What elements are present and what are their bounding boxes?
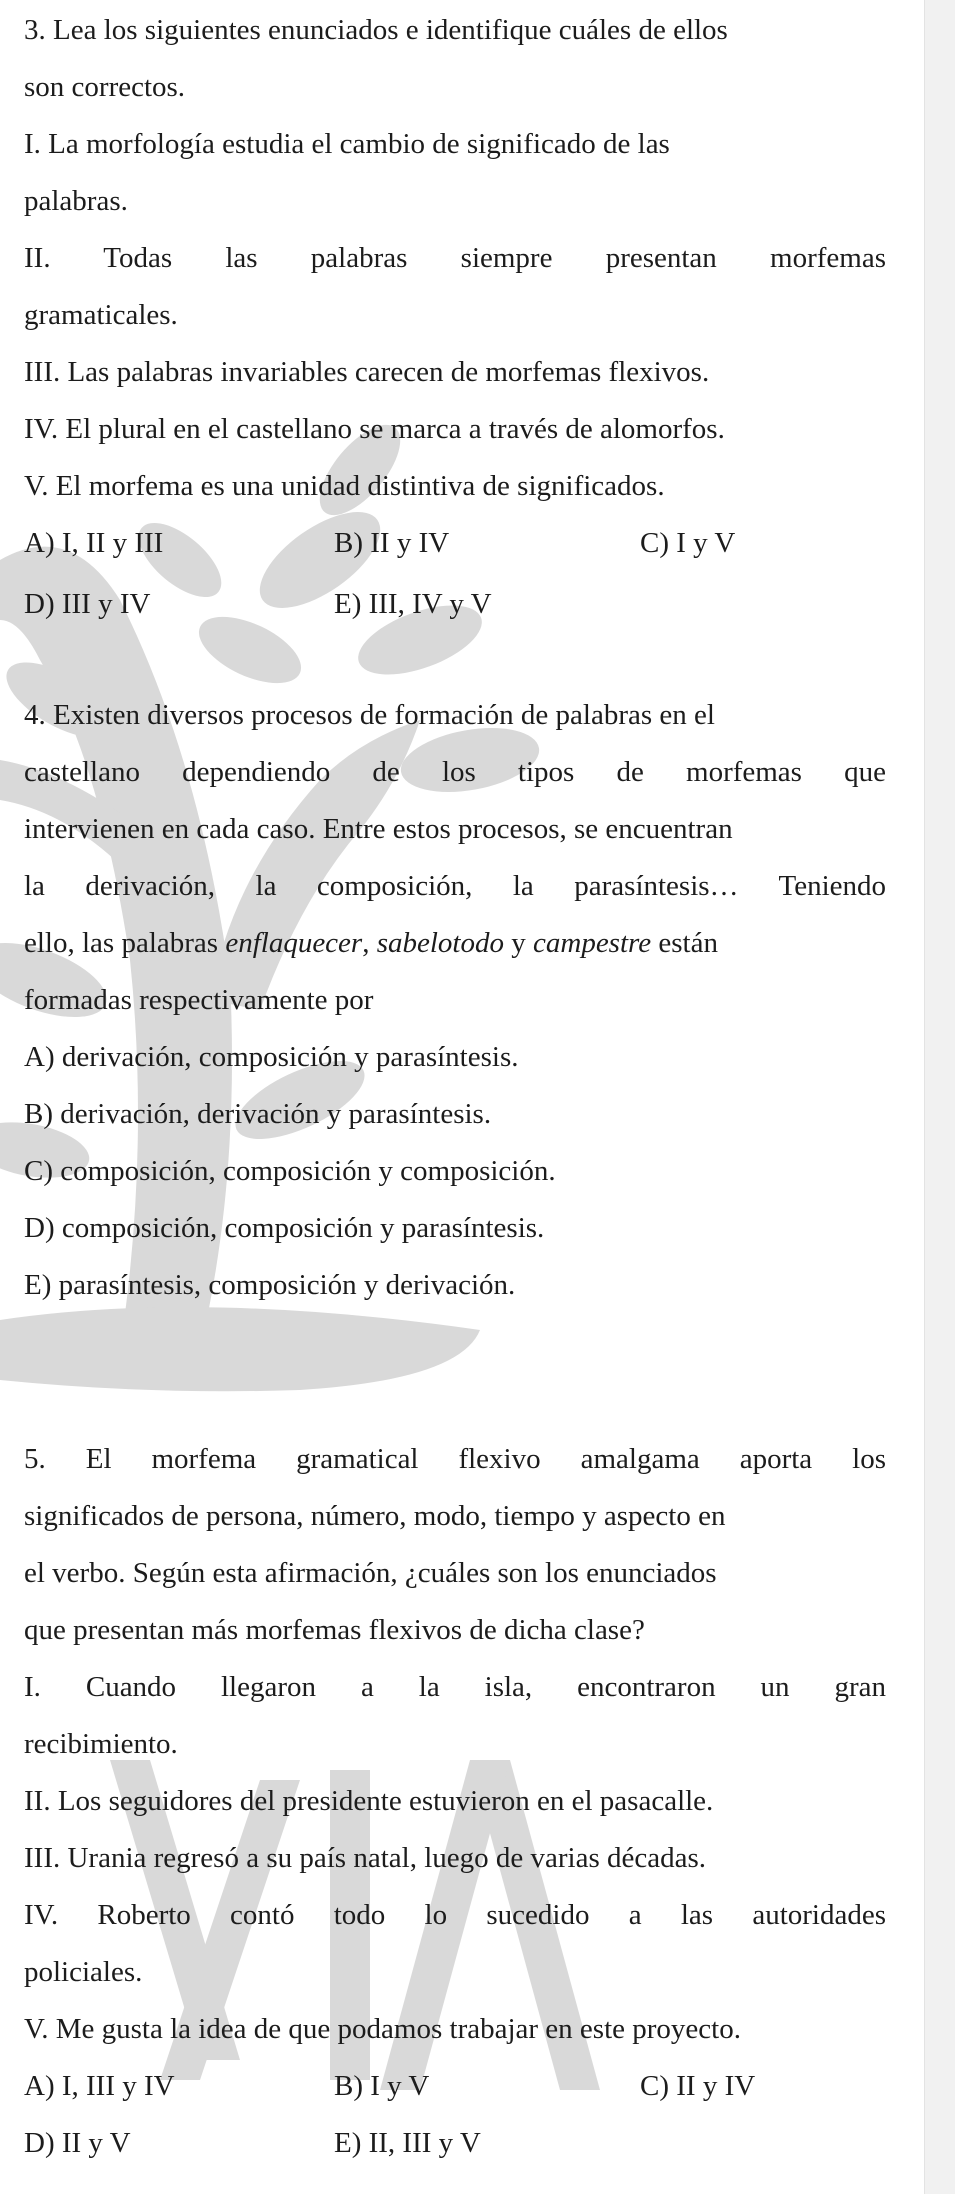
q4-separator-2: y [504, 927, 533, 959]
q3-option-a[interactable]: A) I, II y III [24, 527, 164, 559]
q4-stem-line-4: la derivación, la composición, la parasíntesis… Teniendo [24, 870, 886, 902]
q4-stem-line-1: 4. Existen diversos procesos de formación de palabras en el [24, 699, 715, 731]
q3-stem-line-1: 3. Lea los siguientes enunciados e identifique cuáles de ellos [24, 14, 728, 46]
q5-statement-4: IV. Roberto contó todo lo sucedido a las autoridades [24, 1899, 886, 1931]
q4-option-e[interactable]: E) parasíntesis, composición y derivación. [24, 1269, 516, 1301]
q5-option-d[interactable]: D) II y V [24, 2127, 131, 2159]
scrollbar[interactable] [924, 0, 955, 2194]
q3-option-d[interactable]: D) III y IV [24, 588, 151, 620]
q3-option-e[interactable]: E) III, IV y V [334, 588, 492, 620]
q3-statement-5: V. El morfema es una unidad distintiva de significados. [24, 470, 665, 502]
q4-separator-1: , [362, 927, 377, 959]
q5-stem-line-3: el verbo. Según esta afirmación, ¿cuáles son los enunciados [24, 1557, 717, 1589]
q3-statement-4: IV. El plural en el castellano se marca a través de alomorfos. [24, 413, 725, 445]
q5-statement-3: III. Urania regresó a su país natal, luego de varias décadas. [24, 1842, 707, 1874]
q5-statement-1-cont: recibimiento. [24, 1728, 178, 1760]
q3-statement-1-cont: palabras. [24, 185, 128, 217]
q5-option-c[interactable]: C) II y IV [640, 2070, 756, 2102]
q5-statement-2: II. Los seguidores del presidente estuvieron en el pasacalle. [24, 1785, 714, 1817]
q4-stem-line-5 [24, 923, 886, 963]
q4-word-campestre: campestre [533, 927, 652, 959]
q5-stem-line-2: significados de persona, número, modo, tiempo y aspecto en [24, 1500, 726, 1532]
q5-stem-line-1: 5. El morfema gramatical flexivo amalgama aporta los [24, 1443, 886, 1475]
q4-line-5-prefix: ello, las palabras [24, 927, 226, 959]
q5-statement-1: I. Cuando llegaron a la isla, encontraron un gran [24, 1671, 886, 1703]
q4-line-5-suffix: están [651, 927, 718, 959]
q5-option-a[interactable]: A) I, III y IV [24, 2070, 175, 2102]
q4-stem-line-3: intervienen en cada caso. Entre estos procesos, se encuentran [24, 813, 733, 845]
q3-statement-3: III. Las palabras invariables carecen de morfemas flexivos. [24, 356, 710, 388]
q4-option-a[interactable]: A) derivación, composición y parasíntesis. [24, 1041, 519, 1073]
q5-option-e[interactable]: E) II, III y V [334, 2127, 481, 2159]
q5-stem-line-4: que presentan más morfemas flexivos de dicha clase? [24, 1614, 645, 1646]
q3-statement-2-cont: gramaticales. [24, 299, 178, 331]
q4-word-sabelotodo: sabelotodo [376, 927, 504, 959]
q4-option-b[interactable]: B) derivación, derivación y parasíntesis. [24, 1098, 492, 1130]
q4-word-enflaquecer: enflaquecer [225, 927, 363, 959]
q3-option-b[interactable]: B) II y IV [334, 527, 450, 559]
q3-option-c[interactable]: C) I y V [640, 527, 736, 559]
q3-stem-line-2: son correctos. [24, 71, 186, 103]
q4-stem-line-6: formadas respectivamente por [24, 984, 374, 1016]
q4-option-c[interactable]: C) composición, composición y composición. [24, 1155, 556, 1187]
q4-stem-line-2: castellano dependiendo de los tipos de morfemas que [24, 756, 886, 788]
q5-option-b[interactable]: B) I y V [334, 2070, 430, 2102]
q5-statement-5: V. Me gusta la idea de que podamos trabajar en este proyecto. [24, 2013, 741, 2045]
q3-statement-1: I. La morfología estudia el cambio de significado de las [24, 128, 670, 160]
q3-statement-2: II. Todas las palabras siempre presentan morfemas [24, 242, 886, 274]
q5-statement-4-cont: policiales. [24, 1956, 143, 1988]
q4-option-d[interactable]: D) composición, composición y parasíntesis. [24, 1212, 545, 1244]
